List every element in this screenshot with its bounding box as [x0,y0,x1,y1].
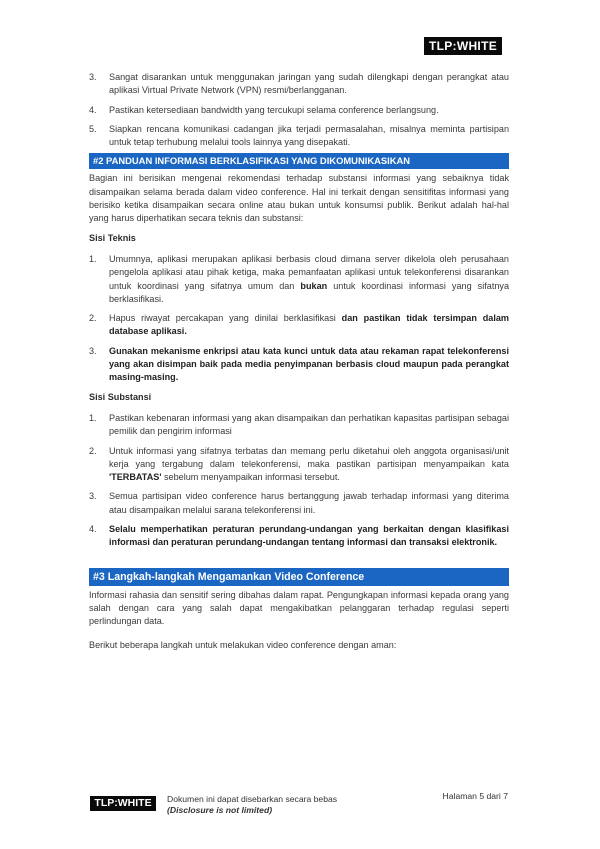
list-number: 1. [89,253,97,264]
tlp-badge-footer: TLP:WHITE [90,796,156,811]
teknis-heading: Sisi Teknis [89,232,136,243]
list-number: 2. [89,445,97,456]
tlp-badge-top: TLP:WHITE [424,37,502,55]
list-text: Semua partisipan video conference harus bertanggung jawab terhadap informasi yang diterima atau disampaikan melalui sarana telekonferensi ini. [109,491,509,515]
footer-line-1: Dokumen ini dapat disebarkan secara bebas [167,794,338,804]
list-number: 3. [89,72,97,82]
list-number: 1. [89,412,97,423]
top-list [89,71,509,149]
list-number: 3. [89,345,97,356]
list-text: Hapus riwayat percakapan yang dinilai berklasifikasi [109,313,342,324]
list-text: Untuk informasi yang sifatnya terbatas dan memang perlu diketahui oleh anggota organisasi/unit kerja yang tergabung dalam telekonferensi, maka pastikan partisipan menyampaikan kata [109,445,509,469]
list-text: Umumnya, aplikasi merupakan aplikasi berbasis cloud dimana server dikelola oleh perusahaan pengelola aplikasi atau pihak ketiga, maka pemanfaatan aplikasi untuk telekonferensi disarankan untuk koordinasi yang sifatnya umum dan [109,253,509,291]
section-2-intro: Bagian ini berisikan mengenai rekomendasi terhadap substansi informasi yang sebaiknya tidak disampaikan selama berada dalam video conference. Hal ini terkait dengan sensitifitas informasi yang berisiko ketika disampaikan secara online atau bukan untuk konsumsi publik. Berikut adalah hal-hal yang harus diperhatikan secara teknis dan substansi: [89,173,509,224]
list-text-bold: Selalu memperhatikan peraturan perundang-undangan yang berkaitan dengan klasifikasi informasi dan peraturan perundang-undangan tentang informasi dan transaksi elektronik. [109,524,509,548]
list-text-bold: dan pastikan tidak tersimpan dalam database aplikasi. [109,313,509,337]
teknis-list [89,253,509,385]
list-number: 3. [89,491,97,502]
list-item [89,345,509,385]
list-item [89,412,509,439]
list-item [89,104,509,117]
list-text-bold: Gunakan mekanisme enkripsi atau kata kunci untuk data atau rekaman rapat telekonferensi yang akan disimpan baik pada media penyimpanan berbasis cloud maupun pada perangkat masing-masing. [109,345,509,383]
list-number: 4. [89,104,97,115]
section-3-paragraph-2: Berikut beberapa langkah untuk melakukan video conference dengan aman: [89,639,397,650]
list-number: 4. [89,524,97,535]
list-text: Pastikan ketersediaan bandwidth yang tercukupi selama conference berlangsung. [109,104,439,115]
list-item [89,312,509,339]
list-text-bold: 'TERBATAS' [109,472,162,483]
footer-disclosure [167,794,337,816]
list-item [89,253,509,306]
list-number: 5. [89,123,97,134]
list-item [89,123,509,150]
substansi-list [89,412,509,550]
section-2-heading: #2 PANDUAN INFORMASI BERKLASIFIKASI YANG DIKOMUNIKASIKAN [89,153,509,169]
list-text: Siapkan rencana komunikasi cadangan jika terjadi permasalahan, misalnya meminta partisipan untuk tetap terhubung melalui tools lainnya yang disepakati. [109,123,509,148]
list-text: Sangat disarankan untuk menggunakan jaringan yang sudah dilengkapi dengan perangkat atau aplikasi Virtual Private Network (VPN) resmi/berlangganan. [109,72,509,96]
list-number: 2. [89,313,97,324]
section-3-paragraph-1: Informasi rahasia dan sensitif sering dibahas dalam rapat. Pengungkapan informasi kepada orang yang salah dengan cara yang salah dapat mengakibatkan pelanggaran terhadap regulasi seperti perlindungan data. [89,589,509,627]
substansi-heading: Sisi Substansi [89,391,152,402]
section-3-heading: #3 Langkah-langkah Mengamankan Video Conference [89,568,509,586]
page-number: Halaman 5 dari 7 [442,791,508,801]
list-text-bold: bukan [300,280,328,291]
list-text-after: untuk koordinasi informasi yang sifatnya berklasifikasi. [109,280,510,304]
list-text-after: sebelum menyampaikan informasi tersebut. [161,472,340,483]
list-item [89,490,509,517]
footer-line-2: (Disclosure is not limited) [167,805,273,815]
list-item [89,523,509,550]
list-text: Pastikan kebenaran informasi yang akan disampaikan dan perhatikan kapasitas partisipan sebagai pemilik dan pengirim informasi [109,412,509,437]
page-content [89,71,509,658]
list-item [89,71,509,98]
list-item [89,445,509,485]
